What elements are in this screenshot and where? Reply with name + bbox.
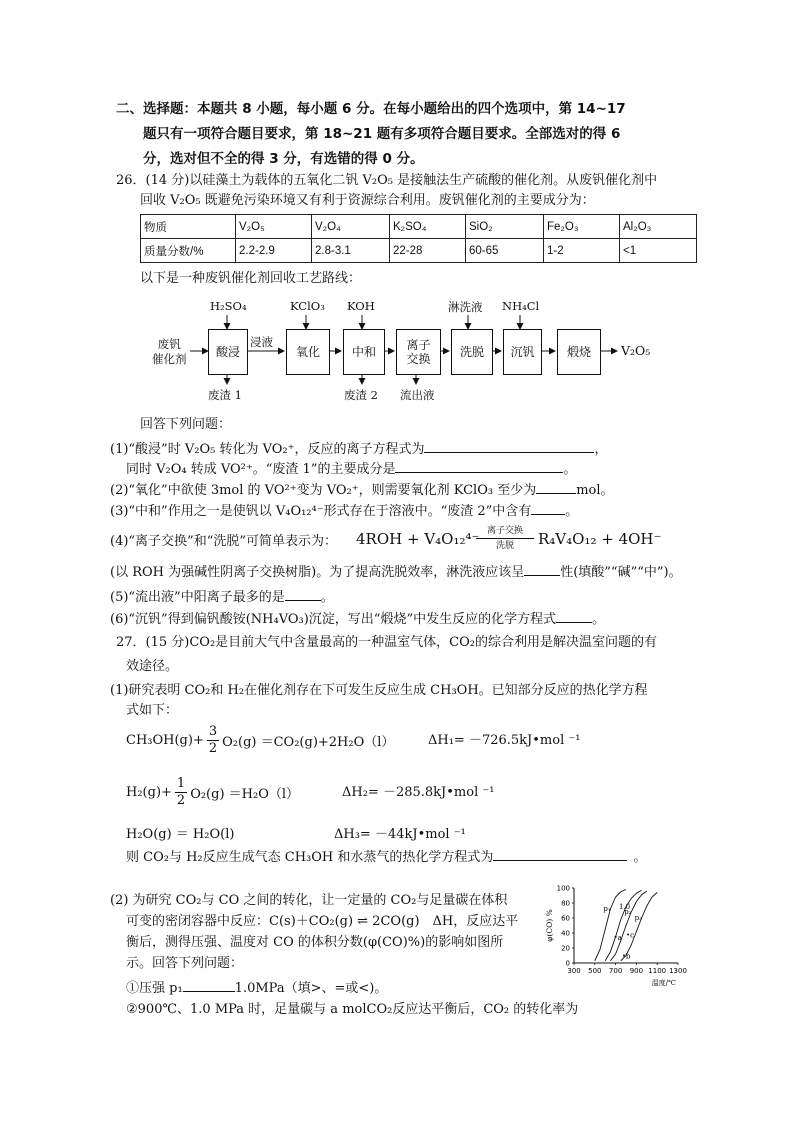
equation-1: CH₃OH(g)+ $\frac{3}{2}$ O₂(g) ＝CO₂(g)+2H₂O（l）: [126, 723, 395, 756]
table-row: [141, 239, 697, 263]
q27-p1c: 则 CO₂与 H₂反应生成气态 CH₃OH 和水蒸气的热化学方程式为 。: [126, 847, 646, 867]
chart-series-label: p₁: [603, 905, 611, 913]
fraction-3-2: $\frac{3}{2}$: [208, 723, 218, 756]
chart-series-line: [595, 890, 626, 961]
output-residue-2: 废渣 2: [344, 388, 378, 402]
q27-p1b: 式如下：: [126, 703, 179, 718]
q27-p2e: ①压强 p₁ 1.0MPa（填>、=或<)。: [126, 978, 387, 998]
flow-start-label: 废钒 催化剂: [152, 337, 187, 366]
table-cell: Fe₂O₃: [544, 215, 620, 239]
q26-s2: (2)“氧化”中欲使 3mol 的 VO²⁺变为 VO₂⁺，则需要氧化剂 KClO₃ 至少为 mol。: [110, 480, 614, 500]
table-cell: V₂O₄: [312, 215, 390, 239]
chart-point-marker: [623, 955, 625, 957]
reagent-kclo3: KClO₃: [290, 299, 325, 313]
q26-s6: (6)“沉钒”得到偏钒酸铵(NH₄VO₃)沉淀，写出“煅烧”中发生反应的化学方程式 。: [110, 609, 605, 629]
q26-s1b: 同时 V₂O₄ 转成 VO²⁺。“废渣 1”的主要成分是 。: [126, 459, 576, 479]
chart-annotation-label: a: [617, 933, 622, 942]
chart-y-tick-label: 20: [561, 944, 570, 953]
table-cell: SiO₂: [466, 215, 544, 239]
answer-blank[interactable]: [536, 480, 576, 494]
q26-s3: (3)“中和”作用之一是使钒以 V₄O₁₂⁴⁻形式存在于溶液中。“废渣 2”中含有 。: [110, 501, 578, 521]
answer-blank[interactable]: [524, 562, 560, 576]
chart-x-tick-label: 500: [588, 967, 602, 975]
chart-point-marker: [627, 934, 629, 936]
table-cell: K₂SO₄: [390, 215, 466, 239]
q27-p2f: ②900℃、1.0 MPa 时，足量碳与 a molCO₂反应达平衡后，CO₂ 的转化率为: [126, 1002, 579, 1017]
answer-blank[interactable]: [424, 439, 594, 453]
flow-box-neutralize: 中和: [343, 329, 385, 375]
ion-exchange-equation-left: 4ROH + V₄O₁₂⁴⁻: [356, 530, 480, 548]
chart-x-tick-label: 700: [608, 967, 623, 975]
chart-annotation-label: c: [630, 931, 635, 940]
chart-y-tick-label: 100: [556, 884, 570, 893]
equation-3: H₂O(g) ＝ H₂O(l): [126, 827, 235, 842]
chart-series-line: [621, 893, 657, 961]
chart-y-tick-label: 60: [561, 914, 570, 923]
answer-blank[interactable]: [493, 847, 627, 861]
table-cell: 物质: [141, 215, 236, 239]
q27-intro-1: 27．(15 分)CO₂是目前大气中含量最高的一种温室气体，CO₂的综合利用是解决温室问题的有: [116, 635, 657, 650]
answer-blank[interactable]: [531, 501, 565, 515]
chart-x-tick-label: 300: [567, 967, 581, 975]
ion-exchange-equation-right: R₄V₄O₁₂ + 4OH⁻: [538, 530, 662, 548]
answer-intro: 回答下列问题：: [140, 417, 232, 432]
flow-box-oxidize: 氧化: [286, 329, 330, 375]
answer-blank[interactable]: [183, 978, 235, 992]
q26-s4: (4)“离子交换”和“洗脱”可简单表示为：: [110, 534, 337, 549]
q27-p2d: 示。回答下列问题：: [126, 956, 244, 971]
arrow-line: [476, 538, 534, 539]
arrow-label-bottom: 洗脱: [495, 541, 514, 551]
section-line-3: 分，选对但不全的得 3 分，有选错的得 0 分。: [143, 151, 424, 167]
q26-intro-1: 26．(14 分)以硅藻土为载体的五氧化二钒 V₂O₅ 是接触法生产硫酸的催化剂。从废钒催化剂中: [116, 173, 658, 188]
reagent-koh: KOH: [347, 299, 375, 313]
section-line-1: 二、选择题：本题共 8 小题，每小题 6 分。在每小题给出的四个选项中，第 14~17: [116, 101, 626, 117]
reagent-nh4cl: NH₄Cl: [502, 299, 540, 313]
table-cell: Al₂O₃: [620, 215, 697, 239]
chart-x-tick-label: 900: [629, 967, 644, 975]
edge-label-leachate: 浸液: [250, 335, 273, 349]
q26-intro-2: 回收 V₂O₅ 既避免污染环境又有利于资源综合利用。废钒催化剂的主要成分为：: [140, 193, 595, 208]
fraction-1-2: $\frac{1}{2}$: [176, 775, 186, 808]
answer-blank[interactable]: [395, 459, 563, 473]
chart-series-line: [610, 891, 646, 961]
enthalpy-3: ΔH₃= －44kJ•mol ⁻¹: [334, 827, 466, 842]
q27-p2a: (2) 为研究 CO₂与 CO 之间的转化，让一定量的 CO₂与足量碳在体积: [110, 893, 508, 908]
route-intro: 以下是一种废钒催化剂回收工艺路线：: [140, 271, 362, 286]
table-cell: <1: [620, 239, 697, 263]
arrow-label-top: 离子交换: [486, 526, 523, 536]
table-cell: 22-28: [390, 239, 466, 263]
flow-box-elute: 洗脱: [451, 329, 493, 375]
flow-box-ion-exchange: 离子 交换: [396, 329, 441, 375]
chart-point-marker: [615, 936, 617, 938]
table-cell: 2.2-2.9: [236, 239, 312, 263]
enthalpy-2: ΔH₂= －285.8kJ•mol ⁻¹: [342, 785, 495, 800]
q26-s4b: (以 ROH 为强碱性阴离子交换树脂)。为了提高洗脱效率，淋洗液应该呈 性(填酸”“碱”“中”)。: [110, 562, 682, 582]
table-cell: 2.8-3.1: [312, 239, 390, 263]
answer-blank[interactable]: [285, 587, 321, 601]
reagent-rinse: 淋洗液: [448, 300, 483, 314]
chart-series-label: 1.0: [619, 902, 631, 911]
q27-p2c: 衡后，测得压强、温度对 CO 的体积分数(φ(CO)%)的影响如图所: [126, 935, 504, 950]
output-residue-1: 废渣 1: [208, 388, 242, 402]
reagent-h2so4: H₂SO₄: [210, 299, 247, 313]
output-effluent: 流出液: [400, 388, 435, 402]
chart-y-tick-label: 0: [565, 959, 570, 968]
flow-box-calcine: 煅烧: [557, 329, 601, 375]
flow-box-acid-leach: 酸浸: [208, 329, 248, 375]
flow-product: V₂O₅: [621, 343, 651, 358]
chart-y-tick-label: 80: [561, 899, 570, 908]
q26-s5: (5)“流出液”中阳离子最多的是 。: [110, 587, 334, 607]
q27-p1a: (1)研究表明 CO₂和 H₂在催化剂存在下可发生反应生成 CH₃OH。已知部分反应的热化学方程: [110, 683, 648, 698]
chart-x-axis-label: 温度/℃: [651, 979, 676, 987]
chart-x-tick-label: 1100: [648, 967, 667, 975]
table-cell: 1-2: [544, 239, 620, 263]
chart-x-tick-label: 1300: [669, 967, 687, 975]
q27-p2b: 可变的密闭容器中反应：C(s)＋CO₂(g) ⇌ 2CO(g) ΔH，反应达平: [126, 914, 519, 929]
section-line-2: 题只有一项符合题目要求，第 18~21 题有多项符合题目要求。全部选对的得 6: [143, 126, 621, 142]
chart-series-label: p₂: [624, 908, 632, 916]
answer-blank[interactable]: [556, 609, 592, 623]
chart-y-axis-label: φ(CO) %: [545, 909, 554, 942]
q27-intro-2: 效途径。: [126, 659, 179, 674]
table-cell: 质量分数/%: [141, 239, 236, 263]
equation-2: H₂(g)+ $\frac{1}{2}$ O₂(g) ＝H₂O（l）: [126, 775, 300, 808]
flow-box-precipitate-v: 沉钒: [503, 329, 542, 375]
table-cell: 60-65: [466, 239, 544, 263]
chart-series-label: p₃: [634, 914, 642, 922]
q26-s1a: (1)“酸浸”时 V₂O₅ 转化为 VO₂⁺，反应的离子方程式为 ，: [110, 439, 607, 459]
enthalpy-1: ΔH₁= －726.5kJ•mol ⁻¹: [428, 733, 581, 748]
table-cell: V₂O₅: [236, 215, 312, 239]
table-header-row: [141, 215, 697, 239]
composition-table: [140, 214, 697, 263]
chart-series-line: [605, 890, 641, 961]
reversible-arrow: [476, 526, 534, 552]
chart-y-tick-label: 40: [561, 929, 570, 938]
chart-annotation-label: b: [625, 952, 631, 961]
